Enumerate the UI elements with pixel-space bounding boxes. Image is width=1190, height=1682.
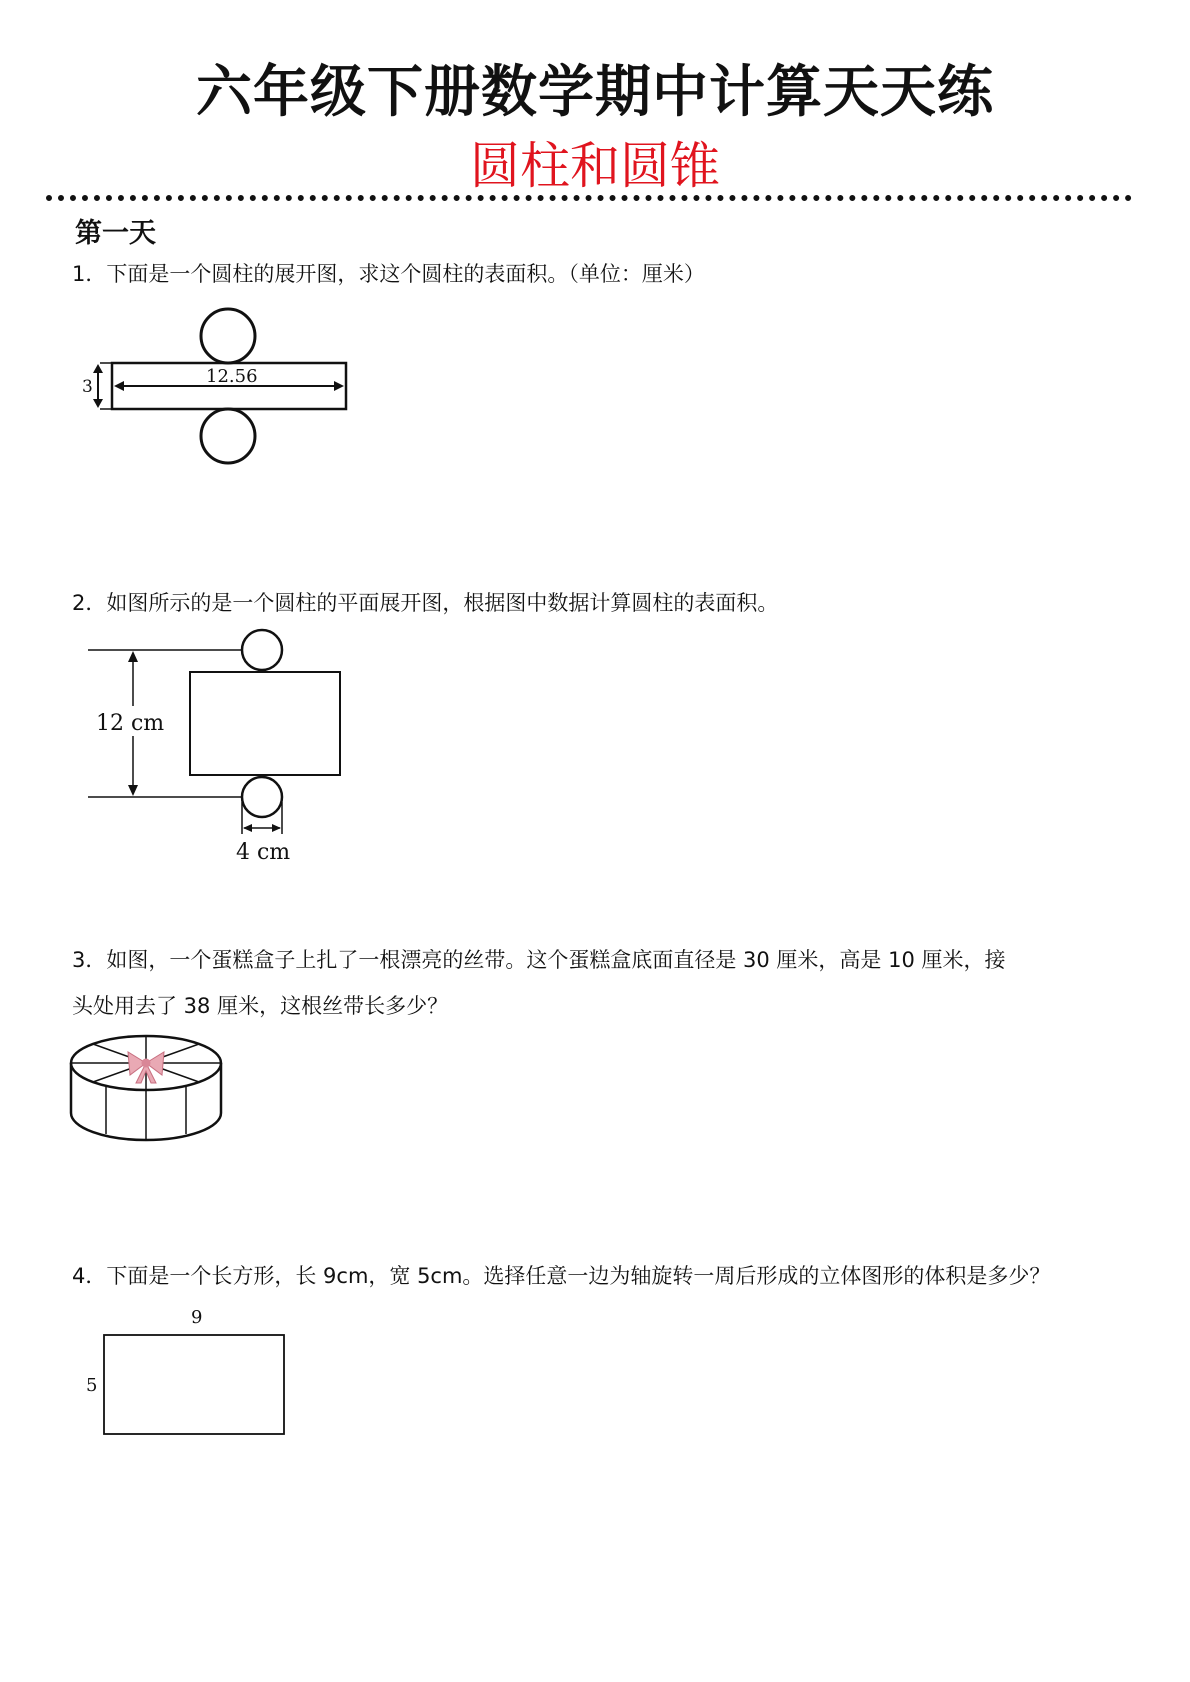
rectangle-shape	[104, 1335, 284, 1434]
question-3-text-line-2: 头处用去了 38 厘米，这根丝带长多少？	[72, 994, 449, 1018]
net-side-rectangle	[190, 672, 340, 775]
day-heading: 第一天	[75, 218, 156, 249]
net-height-label: 12 cm	[96, 711, 165, 736]
question-2-text: 2．如图所示的是一个圆柱的平面展开图，根据图中数据计算圆柱的表面积。	[72, 591, 779, 615]
question-4-text: 4．下面是一个长方形，长 9cm，宽 5cm。选择任意一边为轴旋转一周后形成的立体图形的体积是多少？	[72, 1264, 1051, 1288]
net-length-label: 12.56	[206, 366, 258, 387]
question-2-cylinder-net	[86, 630, 366, 870]
net-top-circle	[242, 630, 282, 670]
net-diameter-label: 4 cm	[236, 840, 291, 865]
question-3-cake-box	[68, 1025, 238, 1145]
dotted-divider	[46, 195, 1132, 201]
net-top-circle	[201, 309, 255, 363]
rectangle-length-label: 9	[191, 1307, 203, 1328]
question-3-text-line-1: 3．如图，一个蛋糕盒子上扎了一根漂亮的丝带。这个蛋糕盒底面直径是 30 厘米，高是 10 厘米，接	[72, 948, 1006, 972]
page-title: 六年级下册数学期中计算天天练	[196, 59, 994, 125]
rectangle-width-label: 5	[86, 1375, 98, 1396]
net-bottom-circle	[242, 777, 282, 817]
page-subtitle: 圆柱和圆锥	[470, 137, 720, 195]
net-bottom-circle	[201, 409, 255, 463]
question-1-cylinder-net	[76, 305, 356, 465]
question-1-text: 1．下面是一个圆柱的展开图，求这个圆柱的表面积。（单位：厘米）	[72, 262, 705, 286]
net-height-label: 3	[82, 377, 93, 397]
question-4-rectangle	[80, 1305, 300, 1465]
